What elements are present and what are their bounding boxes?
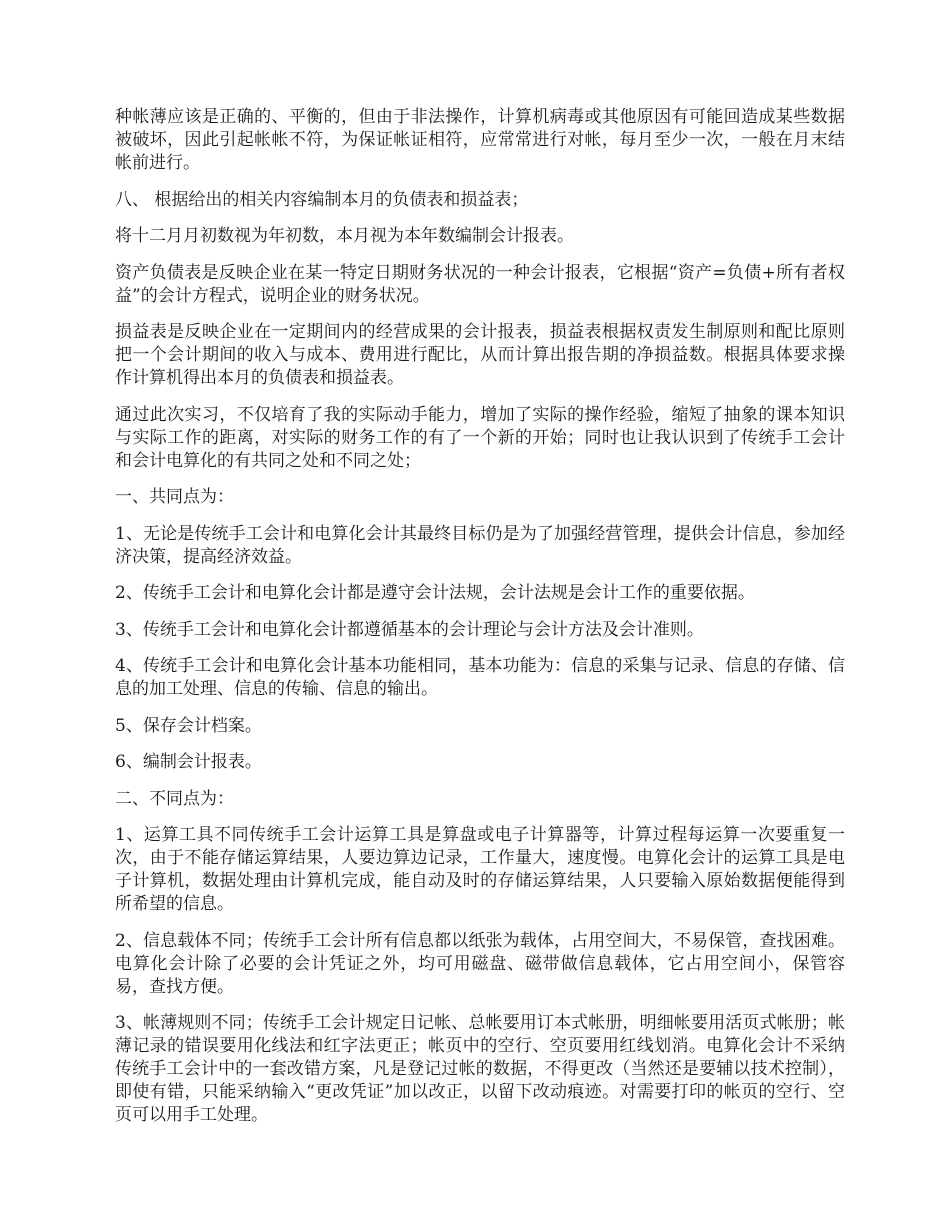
list-item-similarity-4: 4、传统手工会计和电算化会计基本功能相同，基本功能为：信息的采集与记录、信息的存储、信息的加工处理、信息的传输、信息的输出。	[115, 656, 845, 699]
list-item-similarity-1: 1、无论是传统手工会计和电算化会计其最终目标仍是为了加强经营管理，提供会计信息，参加经济决策，提高经济效益。	[115, 523, 845, 567]
heading-section-eight: 八、 根据给出的相关内容编制本月的负债表和损益表；	[115, 189, 529, 210]
list-item-similarity-5: 5、保存会计档案。	[115, 715, 262, 736]
list-item-difference-3: 3、帐薄规则不同；传统手工会计规定日记帐、总帐要用订本式帐册，明细帐要用活页式帐册；帐薄记录的错误要用化线法和红字法更正；帐页中的空行、空页要用红线划消。电算化会计不采纳传统手工会计中的一套改错方案，凡是登记过帐的数据，不得更改（当然还是要辅以技术控制），即使有错，只能采纳输入“更改凭证”加以改正，以留下改动痕迹。对需要打印的帐页的空行、空页可以用手工处理。	[115, 1013, 845, 1125]
list-item-similarity-3: 3、传统手工会计和电算化会计都遵循基本的会计理论与会计方法及会计准则。	[115, 619, 704, 640]
paragraph-balance-sheet: 资产负债表是反映企业在某一特定日期财务状况的一种会计报表，它根据“资产=负债+所有者权益”的会计方程式，说明企业的财务状况。	[115, 262, 845, 306]
document-body	[115, 106, 845, 1141]
heading-differences: 二、不同点为：	[115, 788, 234, 809]
list-item-difference-1: 1、运算工具不同传统手工会计运算工具是算盘或电子计算器等，计算过程每运算一次要重复一次，由于不能存储运算结果，人要边算边记录，工作量大，速度慢。电算化会计的运算工具是电子计算机，数据处理由计算机完成，能自动及时的存储运算结果，人只要输入原始数据便能得到所希望的信息。	[115, 825, 845, 914]
list-item-similarity-6: 6、编制会计报表。	[115, 752, 262, 772]
list-item-difference-2: 2、信息载体不同；传统手工会计所有信息都以纸张为载体，占用空间大，不易保管，查找困难。电算化会计除了必要的会计凭证之外，均可用磁盘、磁带做信息载体，它占用空间小，保管容易，查找方便。	[115, 930, 845, 997]
list-item-similarity-2: 2、传统手工会计和电算化会计都是遵守会计法规，会计法规是会计工作的重要依据。	[115, 583, 755, 603]
heading-similarities: 一、共同点为：	[115, 487, 234, 507]
paragraph-internship-summary: 通过此次实习，不仅培育了我的实际动手能力，增加了实际的操作经验，缩短了抽象的课本知识与实际工作的距离，对实际的财务工作的有了一个新的开始；同时也让我认识到了传统手工会计和会计电算化的有共同之处和不同之处；	[115, 404, 845, 471]
paragraph-income-statement: 损益表是反映企业在一定期间内的经营成果的会计报表，损益表根据权责发生制原则和配比原则把一个会计期间的收入与成本、费用进行配比，从而计算出报告期的净损益数。根据具体要求操作计算机得出本月的负债表和损益表。	[115, 322, 845, 388]
paragraph-reconciliation: 种帐薄应该是正确的、平衡的，但由于非法操作，计算机病毒或其他原因有可能回造成某些数据被破坏，因此引起帐帐不符，为保证帐证相符，应常常进行对帐，每月至少一次，一般在月末结帐前进行。	[115, 107, 845, 173]
paragraph-year-start: 将十二月月初数视为年初数，本月视为本年数编制会计报表。	[115, 226, 574, 246]
